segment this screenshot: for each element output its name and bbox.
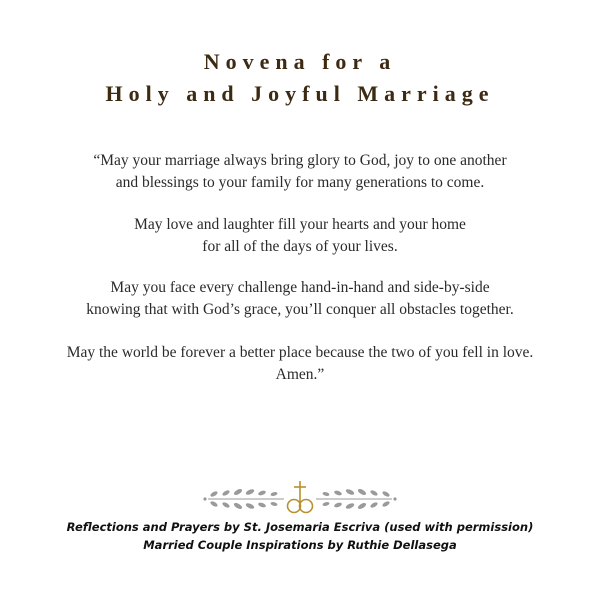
prayer-line: Amen.”: [275, 366, 325, 383]
prayer-line: and blessings to your family for many generations to come.: [115, 174, 485, 191]
prayer-paragraph-1: [0, 150, 600, 194]
prayer-line: knowing that with God’s grace, you’ll conquer all obstacles together.: [86, 301, 514, 318]
prayer-line: May love and laughter fill your hearts and your home: [134, 216, 466, 233]
credits-line-2: Married Couple Inspirations by Ruthie Dellasega: [143, 538, 457, 552]
rings-cross-laurel-icon: [200, 478, 400, 518]
prayer-paragraph-4: [0, 342, 600, 386]
prayer-line: for all of the days of your lives.: [202, 238, 398, 255]
title-line-1: Novena for a: [203, 49, 397, 74]
prayer-line: “May your marriage always bring glory to God, joy to one another: [93, 152, 507, 169]
title-line-2: Holy and Joyful Marriage: [105, 81, 495, 106]
prayer-line: May you face every challenge hand-in-hand and side-by-side: [110, 279, 490, 296]
prayer-line: May the world be forever a better place because the two of you fell in love.: [66, 344, 534, 361]
prayer-paragraph-2: [0, 214, 600, 258]
prayer-paragraph-3: [0, 277, 600, 321]
credits-line-1: Reflections and Prayers by St. Josemaria Escriva (used with permission): [66, 520, 534, 534]
